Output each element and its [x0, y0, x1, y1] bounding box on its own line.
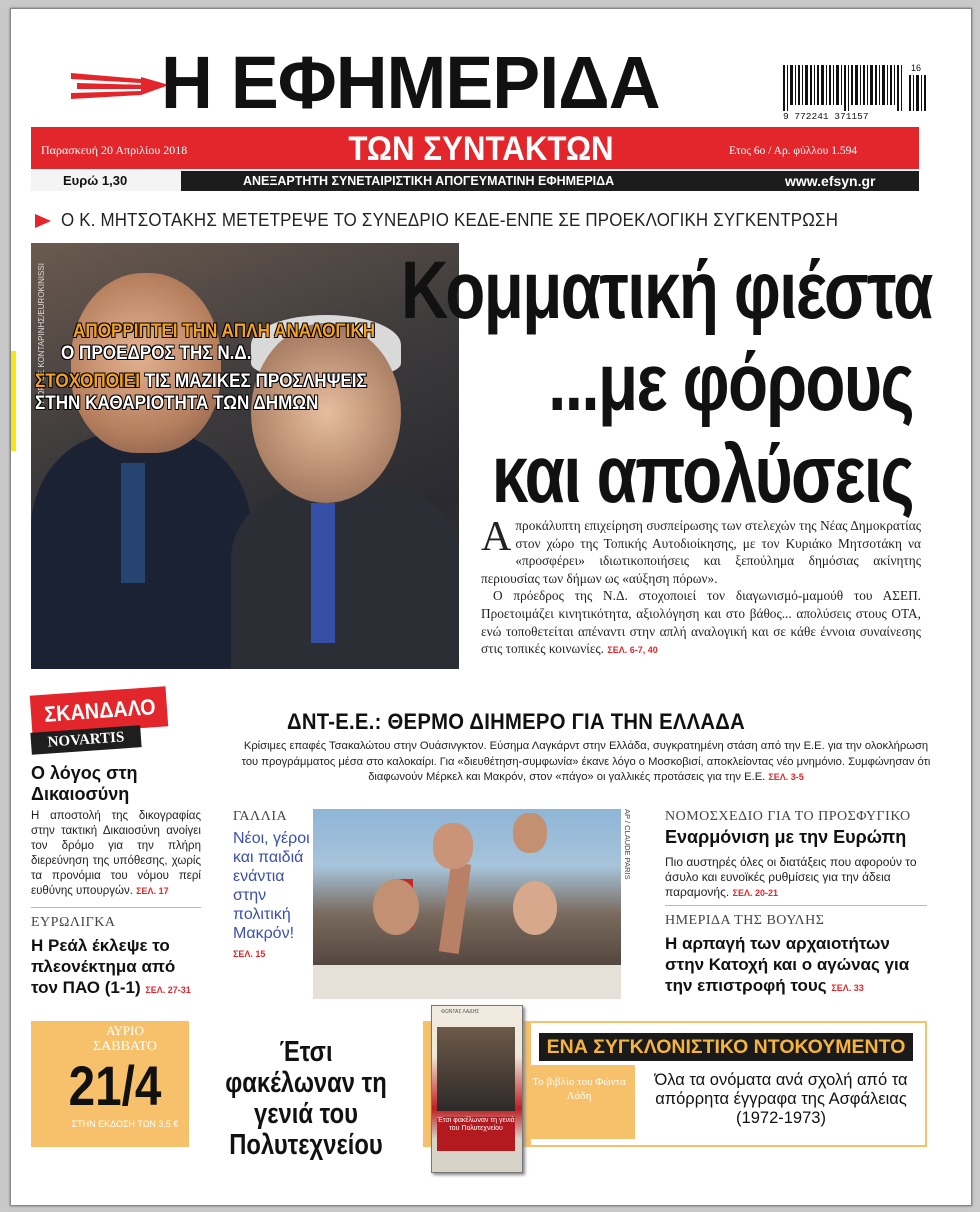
- issue-number: Ετος 6ο / Αρ. φύλλου 1.594: [729, 145, 858, 157]
- photo-credit: AP / CLAUDE PARIS: [623, 809, 632, 880]
- scan-mark: [11, 351, 16, 451]
- scandal-badge-label: ΣΚΑΝΔΑΛΟ: [43, 694, 157, 727]
- promo-title: Έτσι φακέλωναν τη γενιά του Πολυτεχνείου: [225, 1036, 387, 1161]
- lead-paragraph: Ο πρόεδρος της Ν.Δ. στοχοποιεί τον διαγωνισμό-μαμούθ του ΑΣΕΠ. Προετοιμάζει κινητικότητα, αξιολόγηση και στο βάθος... απολύσεις στους ΟΤΑ, ενώ τοποθετείται απέναντι στην απλή αναλογική και σε κάθε έννοια συναίνεσης στις τοπικές κοινωνίες.: [481, 588, 921, 657]
- caption-highlight: ΑΠΟΡΡΙΠΤΕΙ: [73, 321, 178, 342]
- masthead-title: Η ΕΦΗΜΕΡΙΔΑ: [161, 41, 660, 124]
- photo-caption-line: Ο ΠΡΟΕΔΡΟΣ ΤΗΣ Ν.Δ.: [61, 343, 252, 364]
- barcode-addon: 16: [911, 63, 922, 73]
- page-ref: ΣΕΛ. 20-21: [732, 888, 778, 898]
- drop-cap: Α: [481, 514, 512, 560]
- masthead-subtitle: ΤΩΝ ΣΥΝΤΑΚΤΩΝ: [348, 130, 614, 168]
- issue-date: Παρασκευή 20 Απριλίου 2018: [41, 143, 188, 157]
- lead-photo: [31, 243, 459, 669]
- photo-figure-arm: [439, 862, 471, 954]
- france-protest-photo: [313, 809, 621, 999]
- website-link[interactable]: www.efsyn.gr: [785, 173, 876, 189]
- photo-figure-tie: [121, 463, 145, 583]
- caption-text: ΤΙΣ ΜΑΖΙΚΕΣ ΠΡΟΣΛΗΨΕΙΣ: [144, 371, 367, 392]
- france-body: [233, 829, 313, 964]
- barcode-number: 9 772241 371157: [783, 111, 869, 122]
- refugee-text: Πιο αυστηρές όλες οι διατάξεις που αφορούν το άσυλο και ευνοϊκές ρυθμίσεις για την άδεια παραμονής.: [665, 855, 917, 899]
- book-cover-title: Έτσι φακέλωναν τη γενιά του Πολυτεχνείου: [437, 1117, 515, 1151]
- page-ref: ΣΕΛ. 6-7, 40: [607, 645, 658, 656]
- lead-headline: [401, 245, 932, 521]
- lead-paragraph: προκάλυπτη επιχείρηση συσπείρωσης των στελεχών της Νέας Δημοκρατίας στον χώρο της Τοπικής Αυτοδιοίκησης, με τον Κυριάκο Μητσοτάκη να «προσφέρει» ιδιωτικοποιήσεις και ξεπούλημα δημόσιας ακίνητης περιουσίας των δήμων ως «αύξηση πόρων».: [481, 518, 921, 586]
- photo-caption-line: [35, 371, 367, 392]
- photo-figure-face: [513, 881, 557, 935]
- photo-figure-tie: [311, 503, 335, 643]
- promo-book-author: Το βιβλίο του Φώντα Λάδη: [532, 1076, 626, 1102]
- euroleague-title-text: Η Ρεάλ έκλεψε το πλεονέκτημα από τον ΠΑΟ (1-1): [31, 936, 176, 997]
- photo-raised-fist: [433, 823, 473, 869]
- promo-day: ΣΑΒΒΑΤΟ: [93, 1039, 157, 1054]
- refugee-label: ΝΟΜΟΣΧΕΔΙΟ ΓΙΑ ΤΟ ΠΡΟΣΦΥΓΙΚΟ: [665, 809, 911, 824]
- book-author: ΦΩΝΤΑΣ ΛΑΔΗΣ: [441, 1009, 480, 1015]
- refugee-title: Εναρμόνιση με την Ευρώπη: [665, 827, 907, 847]
- photo-raised-fist: [513, 813, 547, 853]
- caption-text: ΤΗΝ ΑΠΛΗ ΑΝΑΛΟΓΙΚΗ: [182, 321, 376, 342]
- photo-credit: ΓΙΩΡΓΟΣ ΚΟΝΤΑΡΙΝΗΣ/EUROKINISSI: [37, 263, 46, 404]
- headline-line: Κομματική φιέστα: [401, 245, 932, 336]
- scandal-title: Ο λόγος στη Δικαιοσύνη: [31, 763, 138, 804]
- lead-kicker: Ο Κ. ΜΗΤΣΟΤΑΚΗΣ ΜΕΤΕΤΡΕΨΕ ΤΟ ΣΥΝΕΔΡΙΟ ΚΕΔΕ-ΕΝΠΕ ΣΕ ΠΡΟΕΚΛΟΓΙΚΗ ΣΥΓΚΕΝΤΡΩΣΗ: [61, 210, 839, 230]
- parliament-title: [665, 933, 927, 999]
- refugee-body: [665, 855, 927, 901]
- parliament-title-text: Η αρπαγή των αρχαιοτήτων στην Κατοχή και ο αγώνας για την επιστροφή τους: [665, 934, 910, 995]
- scandal-text: Η αποστολή της δικογραφίας στην τακτική Δικαιοσύνη ανοίγει τον δρόμο για την πλήρη διερεύνηση της υπόθεσης, χωρίς τα προνόμια του νόμου περί ευθύνης υπουργών.: [31, 810, 201, 897]
- page-ref: ΣΕΛ. 27-31: [145, 985, 191, 995]
- caption-highlight: ΣΤΟΧΟΠΟΙΕΙ: [35, 371, 140, 392]
- promo-avrio: ΑΥΡΙΟ: [106, 1023, 144, 1038]
- imf-body: [241, 739, 931, 786]
- photo-caption-line: ΣΤΗΝ ΚΑΘΑΡΙΟΤΗΤΑ ΤΩΝ ΔΗΜΩΝ: [35, 393, 319, 414]
- fountain-pens-logo-icon: [71, 65, 171, 105]
- novartis-badge: NOVARTIS: [30, 725, 141, 755]
- headline-line: και απολύσεις: [491, 429, 913, 520]
- divider: [31, 907, 201, 908]
- newspaper-front-page: [10, 8, 972, 1206]
- promo-edition: ΣΤΗΝ ΕΚΔΟΣΗ ΤΩΝ 3,5 €: [71, 1119, 179, 1129]
- divider: [665, 905, 927, 906]
- parliament-label: ΗΜΕΡΙΔΑ ΤΗΣ ΒΟΥΛΗΣ: [665, 913, 825, 928]
- photo-banner: [313, 965, 621, 999]
- france-text: Νέοι, γέροι και παιδιά ενάντια στην πολιτική Μακρόν!: [233, 830, 310, 942]
- book-cover-photo: [437, 1027, 515, 1111]
- page-ref: ΣΕΛ. 15: [233, 949, 266, 959]
- photo-figure-face: [373, 879, 419, 935]
- euroleague-title: [31, 935, 201, 1001]
- kicker-arrow-icon: [35, 214, 51, 228]
- scandal-body: [31, 809, 201, 899]
- barcode: [783, 65, 929, 125]
- tagline: ΑΝΕΞΑΡΤΗΤΗ ΣΥΝΕΤΑΙΡΙΣΤΙΚΗ ΑΠΟΓΕΥΜΑΤΙΝΗ ΕΦΗΜΕΡΙΔΑ: [243, 173, 615, 188]
- euroleague-label: ΕΥΡΩΛΙΓΚΑ: [31, 915, 116, 930]
- imf-text: Κρίσιμες επαφές Τσακαλώτου στην Ουάσινγκτον. Εύσημα Λαγκάρντ στην Ελλάδα, συγκρατημένη στάση από την Ε.Ε. για την ολοκλήρωση του προγράμματος μέσα στο καλοκαίρι. Για «διευθέτηση-συμφωνία» έκανε λόγο ο Μοσκοβισί, αποκλείοντας νέο μνημόνιο. Συμφώνησαν ότι διαφωνούν Μέρκελ και Μακρόν, στον «πάγο» οι γαλλικές προτάσεις για την Ε.Ε.: [241, 740, 931, 783]
- barcode-bars-icon: [783, 65, 929, 111]
- promo-description: Όλα τα ονόματα ανά σχολή από τα απόρρητα έγγραφα της Ασφάλειας (1972-1973): [654, 1071, 908, 1127]
- imf-title: ΔΝΤ-Ε.Ε.: ΘΕΡΜΟ ΔΙΗΜΕΡΟ ΓΙΑ ΤΗΝ ΕΛΛΑΔΑ: [287, 709, 746, 734]
- promo-date: 21/4: [68, 1054, 162, 1117]
- promo-documentary-banner: ΕΝΑ ΣΥΓΚΛΟΝΙΣΤΙΚΟ ΝΤΟΚΟΥΜΕΝΤΟ: [539, 1033, 913, 1061]
- page-ref: ΣΕΛ. 33: [831, 983, 864, 993]
- lead-body: [481, 514, 921, 660]
- page-ref: ΣΕΛ. 3-5: [768, 772, 804, 782]
- photo-caption-line: [73, 321, 375, 342]
- france-label: ΓΑΛΛΙΑ: [233, 809, 288, 824]
- page-ref: ΣΕΛ. 17: [136, 886, 169, 896]
- headline-line: ...με φόρους: [548, 337, 913, 428]
- price: Ευρώ 1,30: [63, 173, 128, 188]
